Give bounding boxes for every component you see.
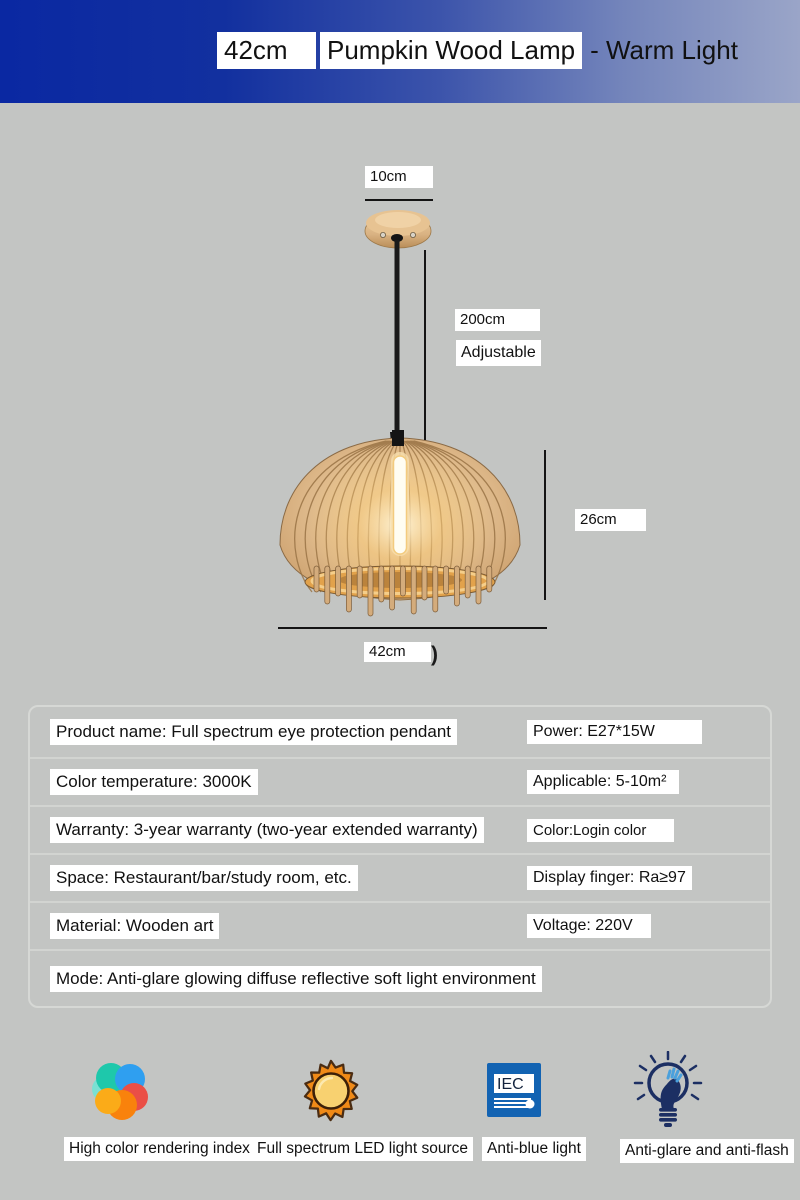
spec-applicable-area: Applicable: 5-10m² bbox=[527, 770, 750, 794]
canopy-width-label: 10cm bbox=[365, 166, 433, 188]
size-badge: 42cm bbox=[217, 32, 316, 69]
table-row bbox=[30, 901, 770, 949]
spec-voltage: Voltage: 220V bbox=[527, 914, 750, 938]
iec-badge-text: IEC bbox=[497, 1076, 524, 1093]
table-row bbox=[30, 949, 770, 1006]
title-highlight: Pumpkin Wood Lamp bbox=[320, 32, 582, 69]
spec-color-temperature: Color temperature: 3000K bbox=[50, 769, 527, 795]
header-banner bbox=[0, 0, 800, 103]
table-row bbox=[30, 707, 770, 757]
anti-glare-bulb-icon bbox=[633, 1051, 703, 1129]
spec-power: Power: E27*15W bbox=[527, 720, 750, 744]
cord-length-label: 200cm bbox=[455, 309, 540, 331]
dimension-diagram bbox=[0, 103, 800, 700]
feature-label-full-spectrum: Full spectrum LED light source bbox=[252, 1137, 473, 1161]
canopy-dimension-line bbox=[365, 199, 433, 201]
shade-height-label: 26cm bbox=[575, 509, 646, 531]
iec-certificate-icon bbox=[487, 1063, 541, 1117]
cord-adjustable-label: Adjustable bbox=[456, 340, 541, 366]
feature-label-anti-glare: Anti-glare and anti-flash bbox=[620, 1139, 794, 1163]
table-row bbox=[30, 805, 770, 853]
spec-display-index: Display finger: Ra≥97 bbox=[527, 866, 750, 890]
spec-warranty: Warranty: 3-year warranty (two-year extended warranty) bbox=[50, 817, 527, 843]
width-dimension-line bbox=[278, 627, 547, 629]
spec-mode: Mode: Anti-glare glowing diffuse reflective soft light environment bbox=[50, 966, 750, 992]
height-dimension-line bbox=[544, 450, 546, 600]
sun-icon bbox=[299, 1059, 363, 1123]
table-row bbox=[30, 853, 770, 901]
table-row bbox=[30, 757, 770, 805]
spec-material: Material: Wooden art bbox=[50, 913, 527, 939]
lampshade bbox=[280, 430, 520, 616]
product-title bbox=[217, 32, 738, 69]
patch-artifact: ) bbox=[431, 643, 438, 666]
spec-color: Color:Login color bbox=[527, 819, 750, 842]
color-swirl-icon bbox=[89, 1060, 151, 1122]
fringe-slats bbox=[314, 566, 492, 616]
pendant-cord bbox=[395, 240, 400, 440]
spec-product-name: Product name: Full spectrum eye protection pendant bbox=[50, 719, 527, 745]
shade-width-label: 42cm bbox=[364, 642, 431, 662]
title-suffix: - Warm Light bbox=[590, 35, 738, 65]
feature-label-anti-blue: Anti-blue light bbox=[482, 1137, 586, 1161]
spec-space: Space: Restaurant/bar/study room, etc. bbox=[50, 865, 527, 891]
feature-label-cri: High color rendering index bbox=[64, 1137, 255, 1161]
cord-dimension-line bbox=[424, 250, 426, 440]
spec-table bbox=[28, 705, 772, 1008]
